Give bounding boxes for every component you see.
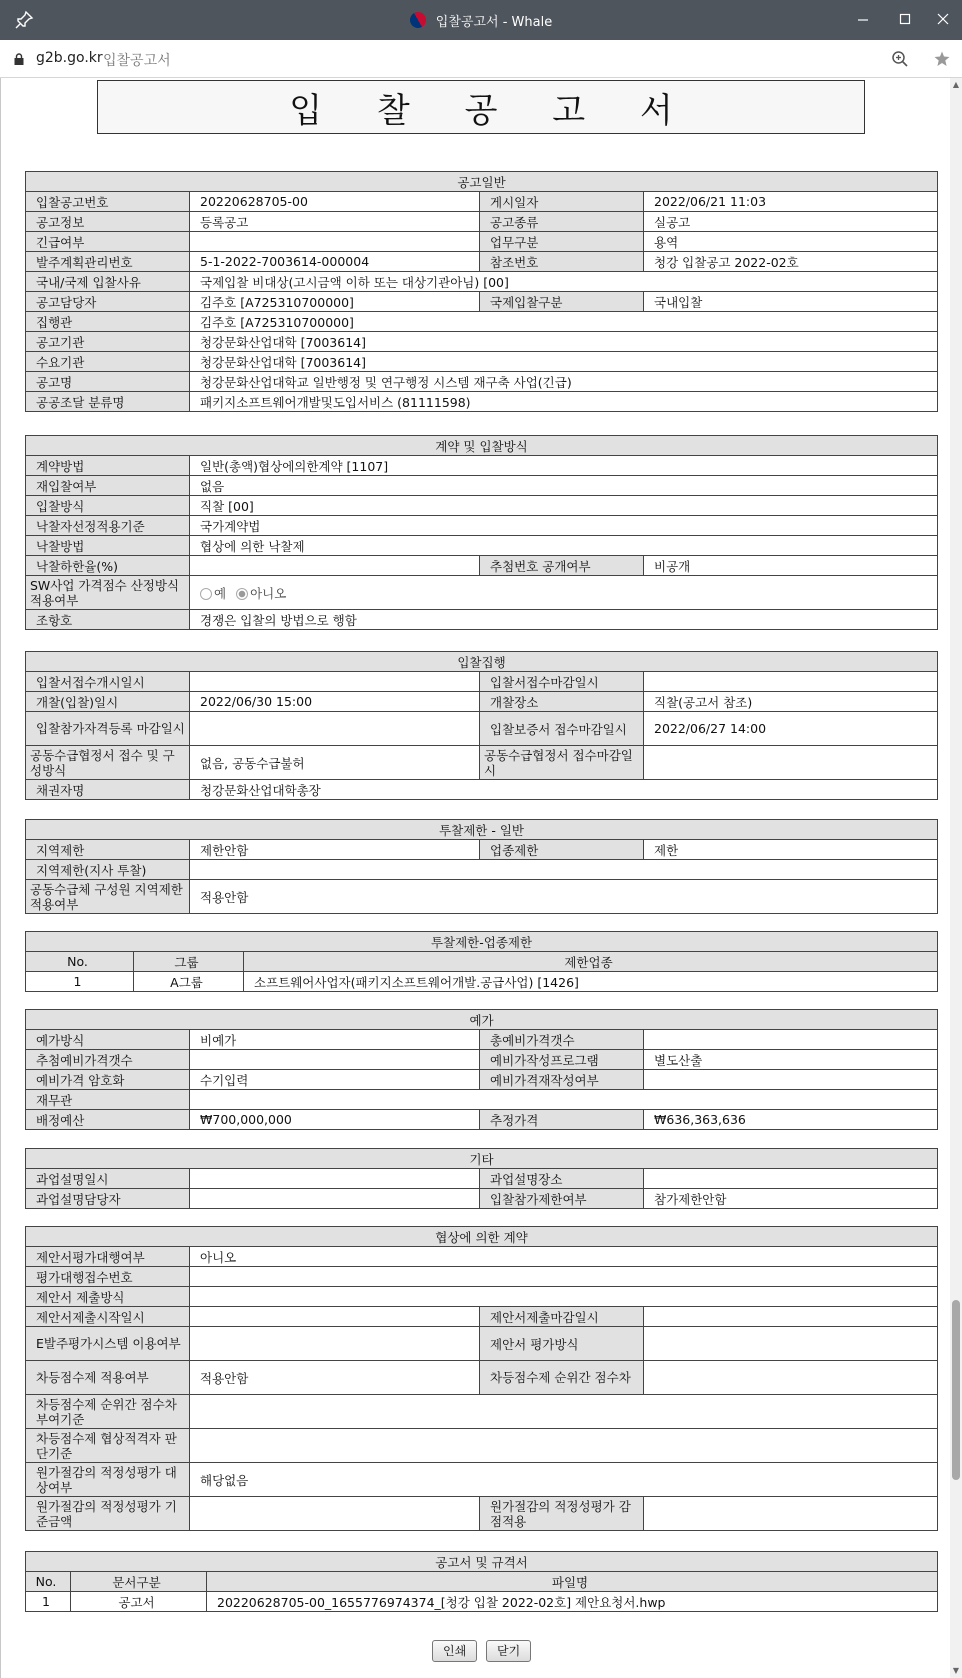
table-row <box>26 1463 938 1497</box>
field-label: 공고기관 <box>26 332 190 352</box>
field-value <box>190 712 480 746</box>
field-label: 채권자명 <box>26 780 190 800</box>
window-title-text: 입찰공고서 - Whale <box>435 14 553 30</box>
document-title: 입 찰 공 고 서 <box>97 80 865 134</box>
table-cell: 1 <box>26 972 134 992</box>
section-notice-general <box>25 171 938 412</box>
column-header: No. <box>26 952 134 972</box>
field-value <box>190 1189 480 1209</box>
field-value <box>644 1497 938 1531</box>
field-value: 2022/06/27 14:00 <box>644 712 938 746</box>
table-row <box>26 1429 938 1463</box>
field-label: 평가대행접수번호 <box>26 1267 190 1287</box>
field-label: 입찰서접수마감일시 <box>480 672 644 692</box>
field-value: 일반(총액)협상에의한계약 [1107] <box>190 456 938 476</box>
field-value: 용역 <box>644 232 938 252</box>
url-domain: g2b.go.kr <box>36 50 103 66</box>
radio-no[interactable] <box>236 588 248 600</box>
table-cell: 소프트웨어사업자(패키지소프트웨어개발.공급사업) [1426] <box>244 972 938 992</box>
url-page-title: 입찰공고서 <box>103 53 171 69</box>
field-value: 20220628705-00 <box>190 192 480 212</box>
table-row <box>26 1267 938 1287</box>
field-value: ₩636,363,636 <box>644 1110 938 1130</box>
field-label: 입찰공고번호 <box>26 192 190 212</box>
field-label: 재무관 <box>26 1090 190 1110</box>
field-value <box>190 1307 480 1327</box>
field-label: 재입찰여부 <box>26 476 190 496</box>
table-row <box>26 476 938 496</box>
table-row <box>26 1050 938 1070</box>
field-value <box>190 1497 480 1531</box>
table-cell: 공고서 <box>71 1592 207 1612</box>
field-label: 제안서평가대행여부 <box>26 1247 190 1267</box>
table-row <box>26 192 938 212</box>
table-cell: A그룹 <box>134 972 244 992</box>
field-label: 업종제한 <box>480 840 644 860</box>
column-header: 파일명 <box>207 1572 938 1592</box>
print-button[interactable]: 인쇄 <box>432 1640 477 1662</box>
field-value <box>190 232 480 252</box>
section-title: 예가 <box>26 1010 938 1030</box>
field-value: 실공고 <box>644 212 938 232</box>
field-value: 2022/06/21 11:03 <box>644 192 938 212</box>
field-value: 청강문화산업대학총장 <box>190 780 938 800</box>
field-value: 직찰(공고서 참조) <box>644 692 938 712</box>
field-label: 총예비가격갯수 <box>480 1030 644 1050</box>
file-link[interactable]: 20220628705-00_1655776974374_[청강 입찰 2022-02호] 제안요청서.hwp <box>207 1592 938 1612</box>
table-row <box>26 780 938 800</box>
field-value <box>644 746 938 780</box>
field-value <box>190 860 938 880</box>
window-title <box>0 0 962 40</box>
table-row <box>26 232 938 252</box>
field-value: 협상에 의한 낙찰제 <box>190 536 938 556</box>
field-label: 추첨예비가격갯수 <box>26 1050 190 1070</box>
table-row <box>26 860 938 880</box>
field-label: 추정가격 <box>480 1110 644 1130</box>
table-row <box>26 610 938 630</box>
field-label: 과업설명담당자 <box>26 1189 190 1209</box>
table-row <box>26 1110 938 1130</box>
bookmark-star-icon[interactable] <box>933 50 951 68</box>
table-row <box>26 1030 938 1050</box>
field-value: 없음, 공동수급불허 <box>190 746 480 780</box>
table-row <box>26 576 938 610</box>
field-label: 계약방법 <box>26 456 190 476</box>
field-label: 발주계획관리번호 <box>26 252 190 272</box>
scrollbar-thumb[interactable] <box>952 1300 960 1480</box>
field-label: 긴급여부 <box>26 232 190 252</box>
field-label: 집행관 <box>26 312 190 332</box>
radio-no-label: 아니오 <box>250 585 287 601</box>
field-value: 해당없음 <box>190 1463 938 1497</box>
column-header: 그룹 <box>134 952 244 972</box>
table-row <box>26 496 938 516</box>
site-favicon-icon <box>407 9 429 31</box>
field-value <box>190 1429 938 1463</box>
field-value: 김주호 [A725310700000] <box>190 312 938 332</box>
table-row <box>26 556 938 576</box>
field-label: 국제입찰구분 <box>480 292 644 312</box>
field-value: 제한 <box>644 840 938 860</box>
section-negotiated-contract <box>25 1226 938 1531</box>
table-row <box>26 392 938 412</box>
section-title: 공고서 및 규격서 <box>26 1552 938 1572</box>
field-label: 개찰장소 <box>480 692 644 712</box>
table-row <box>26 1070 938 1090</box>
scroll-up-icon[interactable]: ▲ <box>952 80 960 89</box>
field-label: 게시일자 <box>480 192 644 212</box>
section-attachments <box>25 1551 938 1612</box>
field-label: 제안서제출시작일시 <box>26 1307 190 1327</box>
field-value <box>644 1030 938 1050</box>
close-window-button[interactable] <box>928 6 958 32</box>
field-label: 예비가격 암호화 <box>26 1070 190 1090</box>
table-row <box>26 332 938 352</box>
field-label: SW사업 가격점수 산정방식 적용여부 <box>26 576 190 610</box>
field-label: 지역제한 <box>26 840 190 860</box>
table-row <box>26 456 938 476</box>
field-value <box>190 1050 480 1070</box>
field-label: 배정예산 <box>26 1110 190 1130</box>
field-label: 공동수급체 구성원 지역제한 적용여부 <box>26 880 190 914</box>
minimize-button[interactable] <box>848 6 878 32</box>
field-label: 차등점수제 순위간 점수차 <box>480 1361 644 1395</box>
field-value: 적용안함 <box>190 1361 480 1395</box>
field-value: 경쟁은 입찰의 방법으로 행함 <box>190 610 938 630</box>
radio-yes-label: 예 <box>214 585 227 601</box>
field-value: 청강문화산업대학 [7003614] <box>190 352 938 372</box>
field-value: 등록공고 <box>190 212 480 232</box>
address-bar[interactable] <box>0 40 962 78</box>
table-header-row <box>26 952 938 972</box>
section-title: 계약 및 입찰방식 <box>26 436 938 456</box>
table-row <box>26 1090 938 1110</box>
table-row <box>26 692 938 712</box>
field-label: 공동수급협정서 접수 및 구성방식 <box>26 746 190 780</box>
scroll-down-icon[interactable]: ▼ <box>952 1666 960 1675</box>
window-titlebar <box>0 0 962 40</box>
field-value: 2022/06/30 15:00 <box>190 692 480 712</box>
field-label: 낙찰하한율(%) <box>26 556 190 576</box>
field-label: 조항호 <box>26 610 190 630</box>
field-label: 차등점수제 순위간 점수차 부여기준 <box>26 1395 190 1429</box>
field-label: 차등점수제 적용여부 <box>26 1361 190 1395</box>
field-value: 비예가 <box>190 1030 480 1050</box>
field-label: 낙찰방법 <box>26 536 190 556</box>
field-label: 공공조달 분류명 <box>26 392 190 412</box>
field-label: 공고종류 <box>480 212 644 232</box>
field-value: 국가계약법 <box>190 516 938 536</box>
field-value: 직찰 [00] <box>190 496 938 516</box>
table-row <box>26 312 938 332</box>
field-label: 예비가격재작성여부 <box>480 1070 644 1090</box>
table-row <box>26 1361 938 1395</box>
field-label: 업무구분 <box>480 232 644 252</box>
table-row <box>26 1307 938 1327</box>
section-title: 협상에 의한 계약 <box>26 1227 938 1247</box>
zoom-icon[interactable] <box>891 50 909 68</box>
table-row <box>26 516 938 536</box>
field-label: 과업설명장소 <box>480 1169 644 1189</box>
field-value <box>644 1361 938 1395</box>
section-title: 투찰제한-업종제한 <box>26 932 938 952</box>
field-value: 청강문화산업대학 [7003614] <box>190 332 938 352</box>
table-row <box>26 840 938 860</box>
section-title: 기타 <box>26 1149 938 1169</box>
close-icon <box>937 13 949 25</box>
field-label: 국내/국제 입찰사유 <box>26 272 190 292</box>
table-row <box>26 536 938 556</box>
lock-icon <box>13 53 25 65</box>
field-value: 비공개 <box>644 556 938 576</box>
section-contract-method <box>25 435 938 630</box>
close-button[interactable]: 닫기 <box>486 1640 531 1662</box>
field-value: 별도산출 <box>644 1050 938 1070</box>
field-value <box>190 1395 938 1429</box>
field-label: 추첨번호 공개여부 <box>480 556 644 576</box>
field-value <box>190 556 480 576</box>
field-value <box>190 1267 938 1287</box>
table-header-row <box>26 1572 938 1592</box>
field-value: ₩700,000,000 <box>190 1110 480 1130</box>
field-label: 원가절감의 적정성평가 감점적용 <box>480 1497 644 1531</box>
field-value <box>644 1307 938 1327</box>
column-header: 제한업종 <box>244 952 938 972</box>
field-value: 적용안함 <box>190 880 938 914</box>
field-label: 지역제한(지사 투찰) <box>26 860 190 880</box>
field-value: 국내입찰 <box>644 292 938 312</box>
section-other <box>25 1148 938 1209</box>
field-value <box>644 1327 938 1361</box>
table-row <box>26 212 938 232</box>
table-row <box>26 672 938 692</box>
field-label: 참조번호 <box>480 252 644 272</box>
table-row <box>26 1287 938 1307</box>
field-label: 입찰참가제한여부 <box>480 1189 644 1209</box>
field-label: 낙찰자선정적용기준 <box>26 516 190 536</box>
table-row <box>26 292 938 312</box>
table-row <box>26 712 938 746</box>
field-value: 참가제한안함 <box>644 1189 938 1209</box>
field-value <box>644 1070 938 1090</box>
table-row <box>26 1247 938 1267</box>
field-label: 공고정보 <box>26 212 190 232</box>
field-label: 예가방식 <box>26 1030 190 1050</box>
field-label: 제안서 평가방식 <box>480 1327 644 1361</box>
field-label: E발주평가시스템 이용여부 <box>26 1327 190 1361</box>
table-row <box>26 272 938 292</box>
table-row <box>26 880 938 914</box>
field-value: 국제입찰 비대상(고시금액 이하 또는 대상기관아님) [00] <box>190 272 938 292</box>
field-value <box>190 672 480 692</box>
section-title: 투찰제한 - 일반 <box>26 820 938 840</box>
field-label: 원가절감의 적정성평가 기준금액 <box>26 1497 190 1531</box>
field-value <box>190 1169 480 1189</box>
section-bid-restriction-general <box>25 819 938 914</box>
field-value: 수기입력 <box>190 1070 480 1090</box>
table-row <box>26 252 938 272</box>
section-industry-restriction <box>25 931 938 992</box>
field-label: 원가절감의 적정성평가 대상여부 <box>26 1463 190 1497</box>
field-value <box>644 1169 938 1189</box>
section-estimated-price <box>25 1009 938 1130</box>
table-row <box>26 352 938 372</box>
field-value: 청강문화산업대학교 일반행정 및 연구행정 시스템 재구축 사업(긴급) <box>190 372 938 392</box>
field-value <box>190 1090 938 1110</box>
minimize-icon <box>857 13 869 25</box>
section-title: 입찰집행 <box>26 652 938 672</box>
table-row <box>26 1395 938 1429</box>
field-label: 개찰(입찰)일시 <box>26 692 190 712</box>
table-row <box>26 1327 938 1361</box>
field-label: 공고명 <box>26 372 190 392</box>
field-label: 제안서제출마감일시 <box>480 1307 644 1327</box>
field-label: 입찰보증서 접수마감일시 <box>480 712 644 746</box>
column-header: 문서구분 <box>71 1572 207 1592</box>
table-row <box>26 1189 938 1209</box>
field-label: 공고담당자 <box>26 292 190 312</box>
maximize-button[interactable] <box>890 6 920 32</box>
table-row <box>26 372 938 392</box>
section-bid-execution <box>25 651 938 800</box>
table-row <box>26 746 938 780</box>
table-row <box>26 1497 938 1531</box>
field-value: 청강 입찰공고 2022-02호 <box>644 252 938 272</box>
section-title: 공고일반 <box>26 172 938 192</box>
field-value: 김주호 [A725310700000] <box>190 292 480 312</box>
field-value <box>190 1327 480 1361</box>
field-value: 패키지소프트웨어개발및도입서비스 (81111598) <box>190 392 938 412</box>
field-label: 예비가작성프로그램 <box>480 1050 644 1070</box>
field-label: 과업설명일시 <box>26 1169 190 1189</box>
table-cell: 1 <box>26 1592 71 1612</box>
field-value <box>190 1287 938 1307</box>
table-row <box>26 1592 938 1612</box>
radio-yes[interactable] <box>200 588 212 600</box>
field-label: 입찰서접수개시일시 <box>26 672 190 692</box>
table-row <box>26 1169 938 1189</box>
field-value: 5-1-2022-7003614-000004 <box>190 252 480 272</box>
maximize-icon <box>899 13 911 25</box>
field-value <box>644 672 938 692</box>
field-value: 제한안함 <box>190 840 480 860</box>
field-value: 없음 <box>190 476 938 496</box>
field-label: 수요기관 <box>26 352 190 372</box>
field-label: 차등점수제 협상적격자 판단기준 <box>26 1429 190 1463</box>
field-label: 입찰방식 <box>26 496 190 516</box>
field-value: 아니오 <box>190 1247 938 1267</box>
field-label: 제안서 제출방식 <box>26 1287 190 1307</box>
field-label: 입찰참가자격등록 마감일시 <box>26 712 190 746</box>
field-label: 공동수급협정서 접수마감일시 <box>480 746 644 780</box>
sw-price-radio-group <box>190 576 938 610</box>
column-header: No. <box>26 1572 71 1592</box>
table-row <box>26 972 938 992</box>
